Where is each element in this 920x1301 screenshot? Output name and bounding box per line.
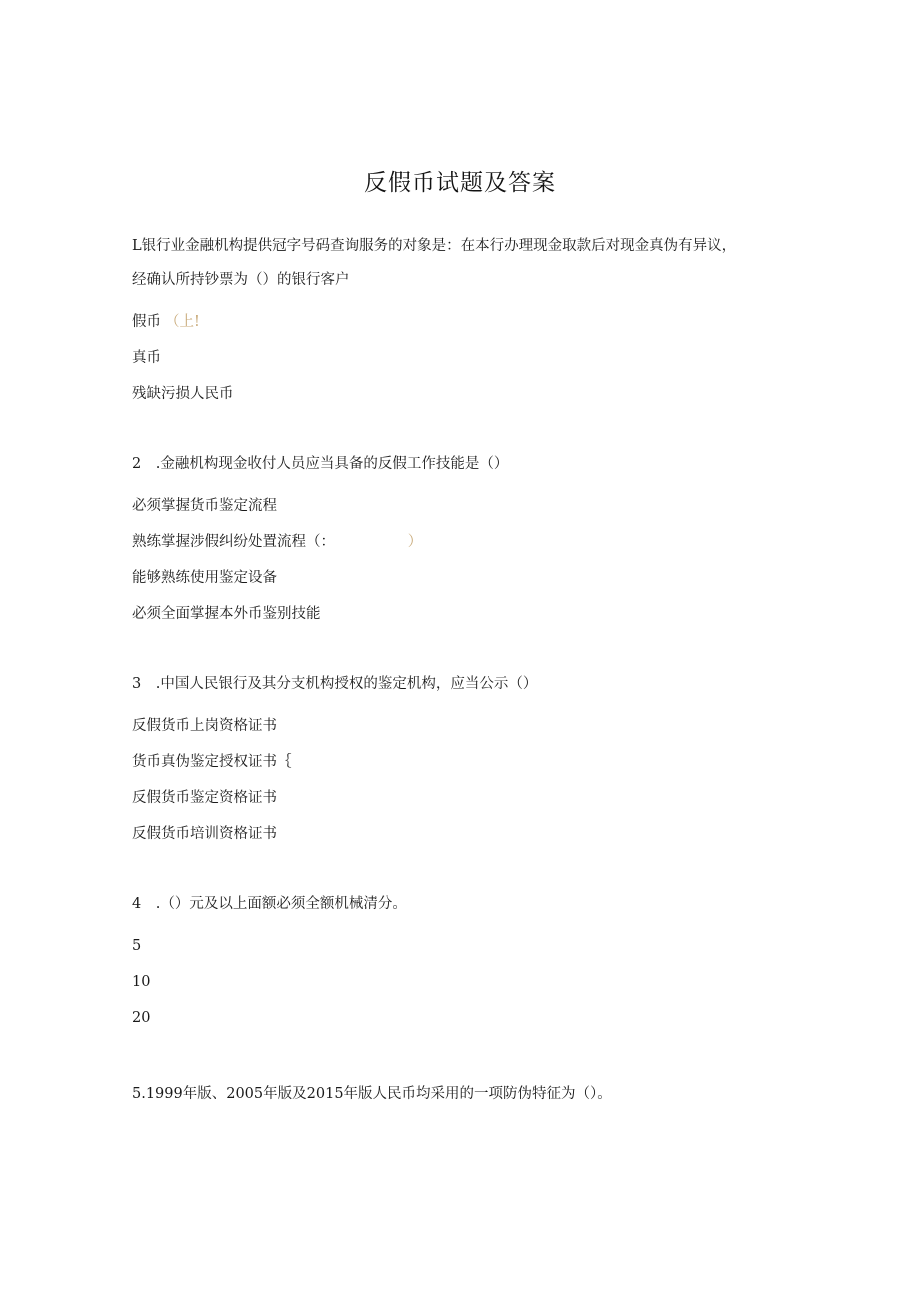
question-2-option-d: 必须全面掌握本外币鉴别技能	[132, 606, 321, 622]
question-5-stem: 5.1999年版、2005年版及2015年版人民币均采用的一项防伪特征为（）。	[132, 1086, 612, 1102]
option-text: 熟练掌握涉假纠纷处置流程（：	[132, 534, 328, 550]
question-2-stem: 2 .金融机构现金收付人员应当具备的反假工作技能是（）	[132, 456, 509, 472]
handwritten-mark: ）	[407, 534, 423, 550]
option-text: 假币	[132, 314, 161, 330]
question-4-option-b: 10	[132, 974, 151, 990]
question-4-option-a: 5	[132, 938, 142, 954]
question-1-option-a	[132, 312, 200, 332]
question-1-option-b: 真币	[132, 350, 161, 366]
question-1-stem-line-1: L银行业金融机构提供冠字号码查询服务的对象是：在本行办理现金取款后对现金真伪有异议，	[132, 238, 737, 254]
question-3-option-c: 反假货币鉴定资格证书	[132, 790, 277, 806]
question-4-stem: 4 .（）元及以上面额必须全额机械清分。	[132, 896, 407, 912]
question-1-stem-line-2: 经确认所持钞票为（）的银行客户	[132, 272, 350, 288]
question-2-option-b	[132, 532, 422, 552]
question-3-stem: 3 .中国人民银行及其分支机构授权的鉴定机构，应当公示（）	[132, 676, 538, 692]
question-4-option-c: 20	[132, 1010, 151, 1026]
document-title: 反假币试题及答案	[364, 170, 556, 196]
question-3-option-d: 反假货币培训资格证书	[132, 826, 277, 842]
question-1-option-c: 残缺污损人民币	[132, 386, 234, 402]
question-2-option-a: 必须掌握货币鉴定流程	[132, 498, 277, 514]
handwritten-mark: （上!	[165, 314, 200, 330]
question-2-option-c: 能够熟练使用鉴定设备	[132, 570, 277, 586]
question-3-option-a: 反假货币上岗资格证书	[132, 718, 277, 734]
question-3-option-b: 货币真伪鉴定授权证书｛	[132, 754, 292, 770]
